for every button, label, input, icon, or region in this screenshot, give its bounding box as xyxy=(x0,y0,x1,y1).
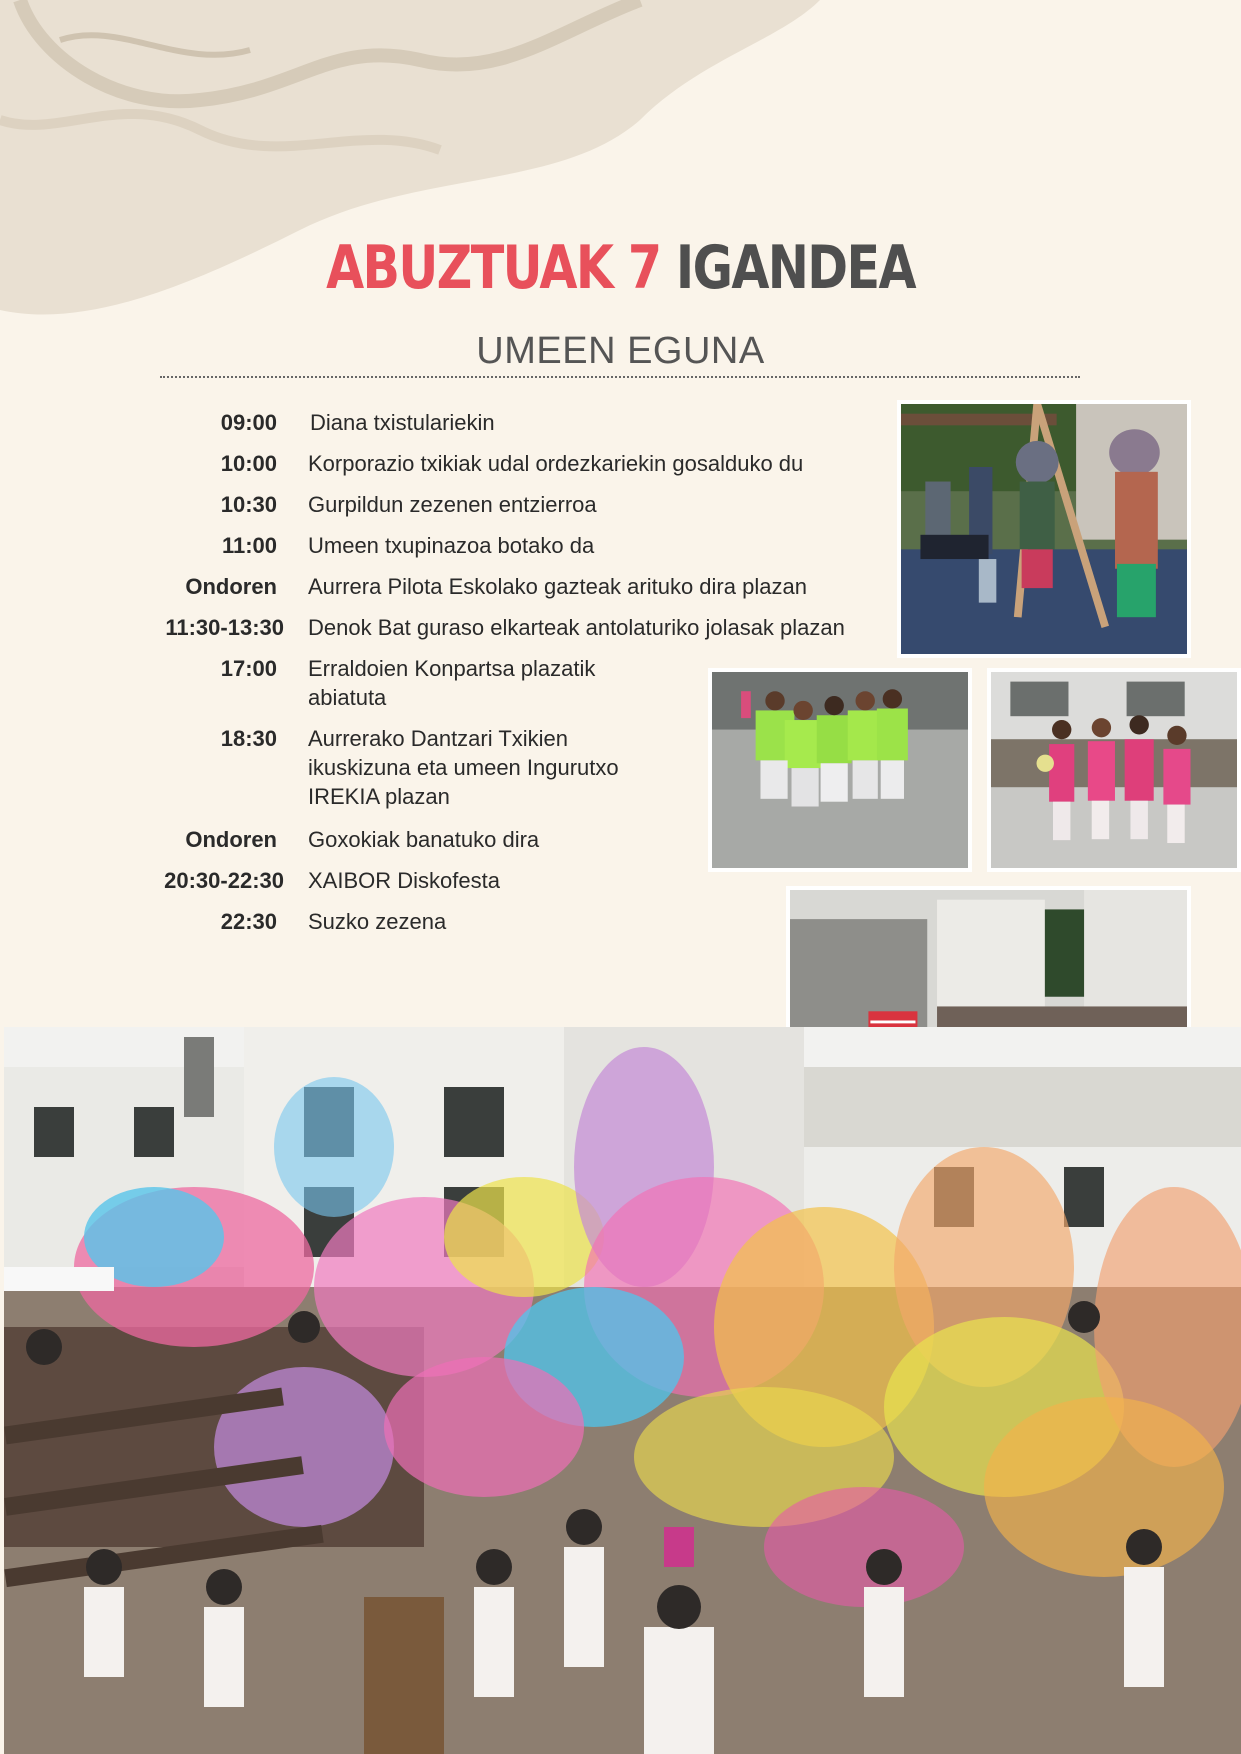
title-day: IGANDEA xyxy=(675,233,915,303)
photo-green-vests xyxy=(708,668,972,872)
schedule-time: 20:30-22:30 xyxy=(164,868,284,893)
schedule-text: Korporazio txikiak udal ordezkariekin gosalduko du xyxy=(308,451,804,476)
schedule-text: Erraldoien Konpartsa plazatik abiatuta xyxy=(308,656,596,710)
page-title xyxy=(112,233,1130,303)
schedule-time: 09:00 xyxy=(220,410,277,435)
schedule-text: XAIBOR Diskofesta xyxy=(308,868,500,893)
photo-playground xyxy=(897,400,1191,658)
schedule-text: Umeen txupinazoa botako da xyxy=(308,533,595,558)
schedule-time: 17:00 xyxy=(220,656,277,681)
schedule-time: 11:30-13:30 xyxy=(165,615,284,640)
schedule-text: Aurrerako Dantzari Txikien ikuskizuna eta umeen Ingurutxo IREKIA plazan xyxy=(308,726,619,809)
schedule-time: 11:00 xyxy=(221,533,277,558)
photo-pink-dancers xyxy=(987,668,1241,872)
schedule-time: Ondoren xyxy=(185,574,277,599)
page-subtitle: UMEEN EGUNA xyxy=(476,330,765,372)
schedule-time: Ondoren xyxy=(185,827,277,852)
schedule-text: Goxokiak banatuko dira xyxy=(308,827,540,852)
schedule-text: Gurpildun zezenen entzierroa xyxy=(308,492,597,517)
dotted-divider xyxy=(160,376,1080,378)
schedule-text: Aurrera Pilota Eskolako gazteak arituko dira plazan xyxy=(308,574,807,599)
schedule-time: 22:30 xyxy=(220,909,277,934)
schedule-text: Denok Bat guraso elkarteak antolaturiko jolasak plazan xyxy=(308,615,845,640)
title-date: ABUZTUAK 7 xyxy=(326,233,661,303)
schedule-time: 10:30 xyxy=(220,492,277,517)
schedule-time: 18:30 xyxy=(220,726,277,751)
schedule-text: Suzko zezena xyxy=(308,909,447,934)
schedule-time: 10:00 xyxy=(220,451,277,476)
photo-color-powder xyxy=(4,1027,1241,1754)
schedule-text: Diana txistulariekin xyxy=(310,410,495,435)
